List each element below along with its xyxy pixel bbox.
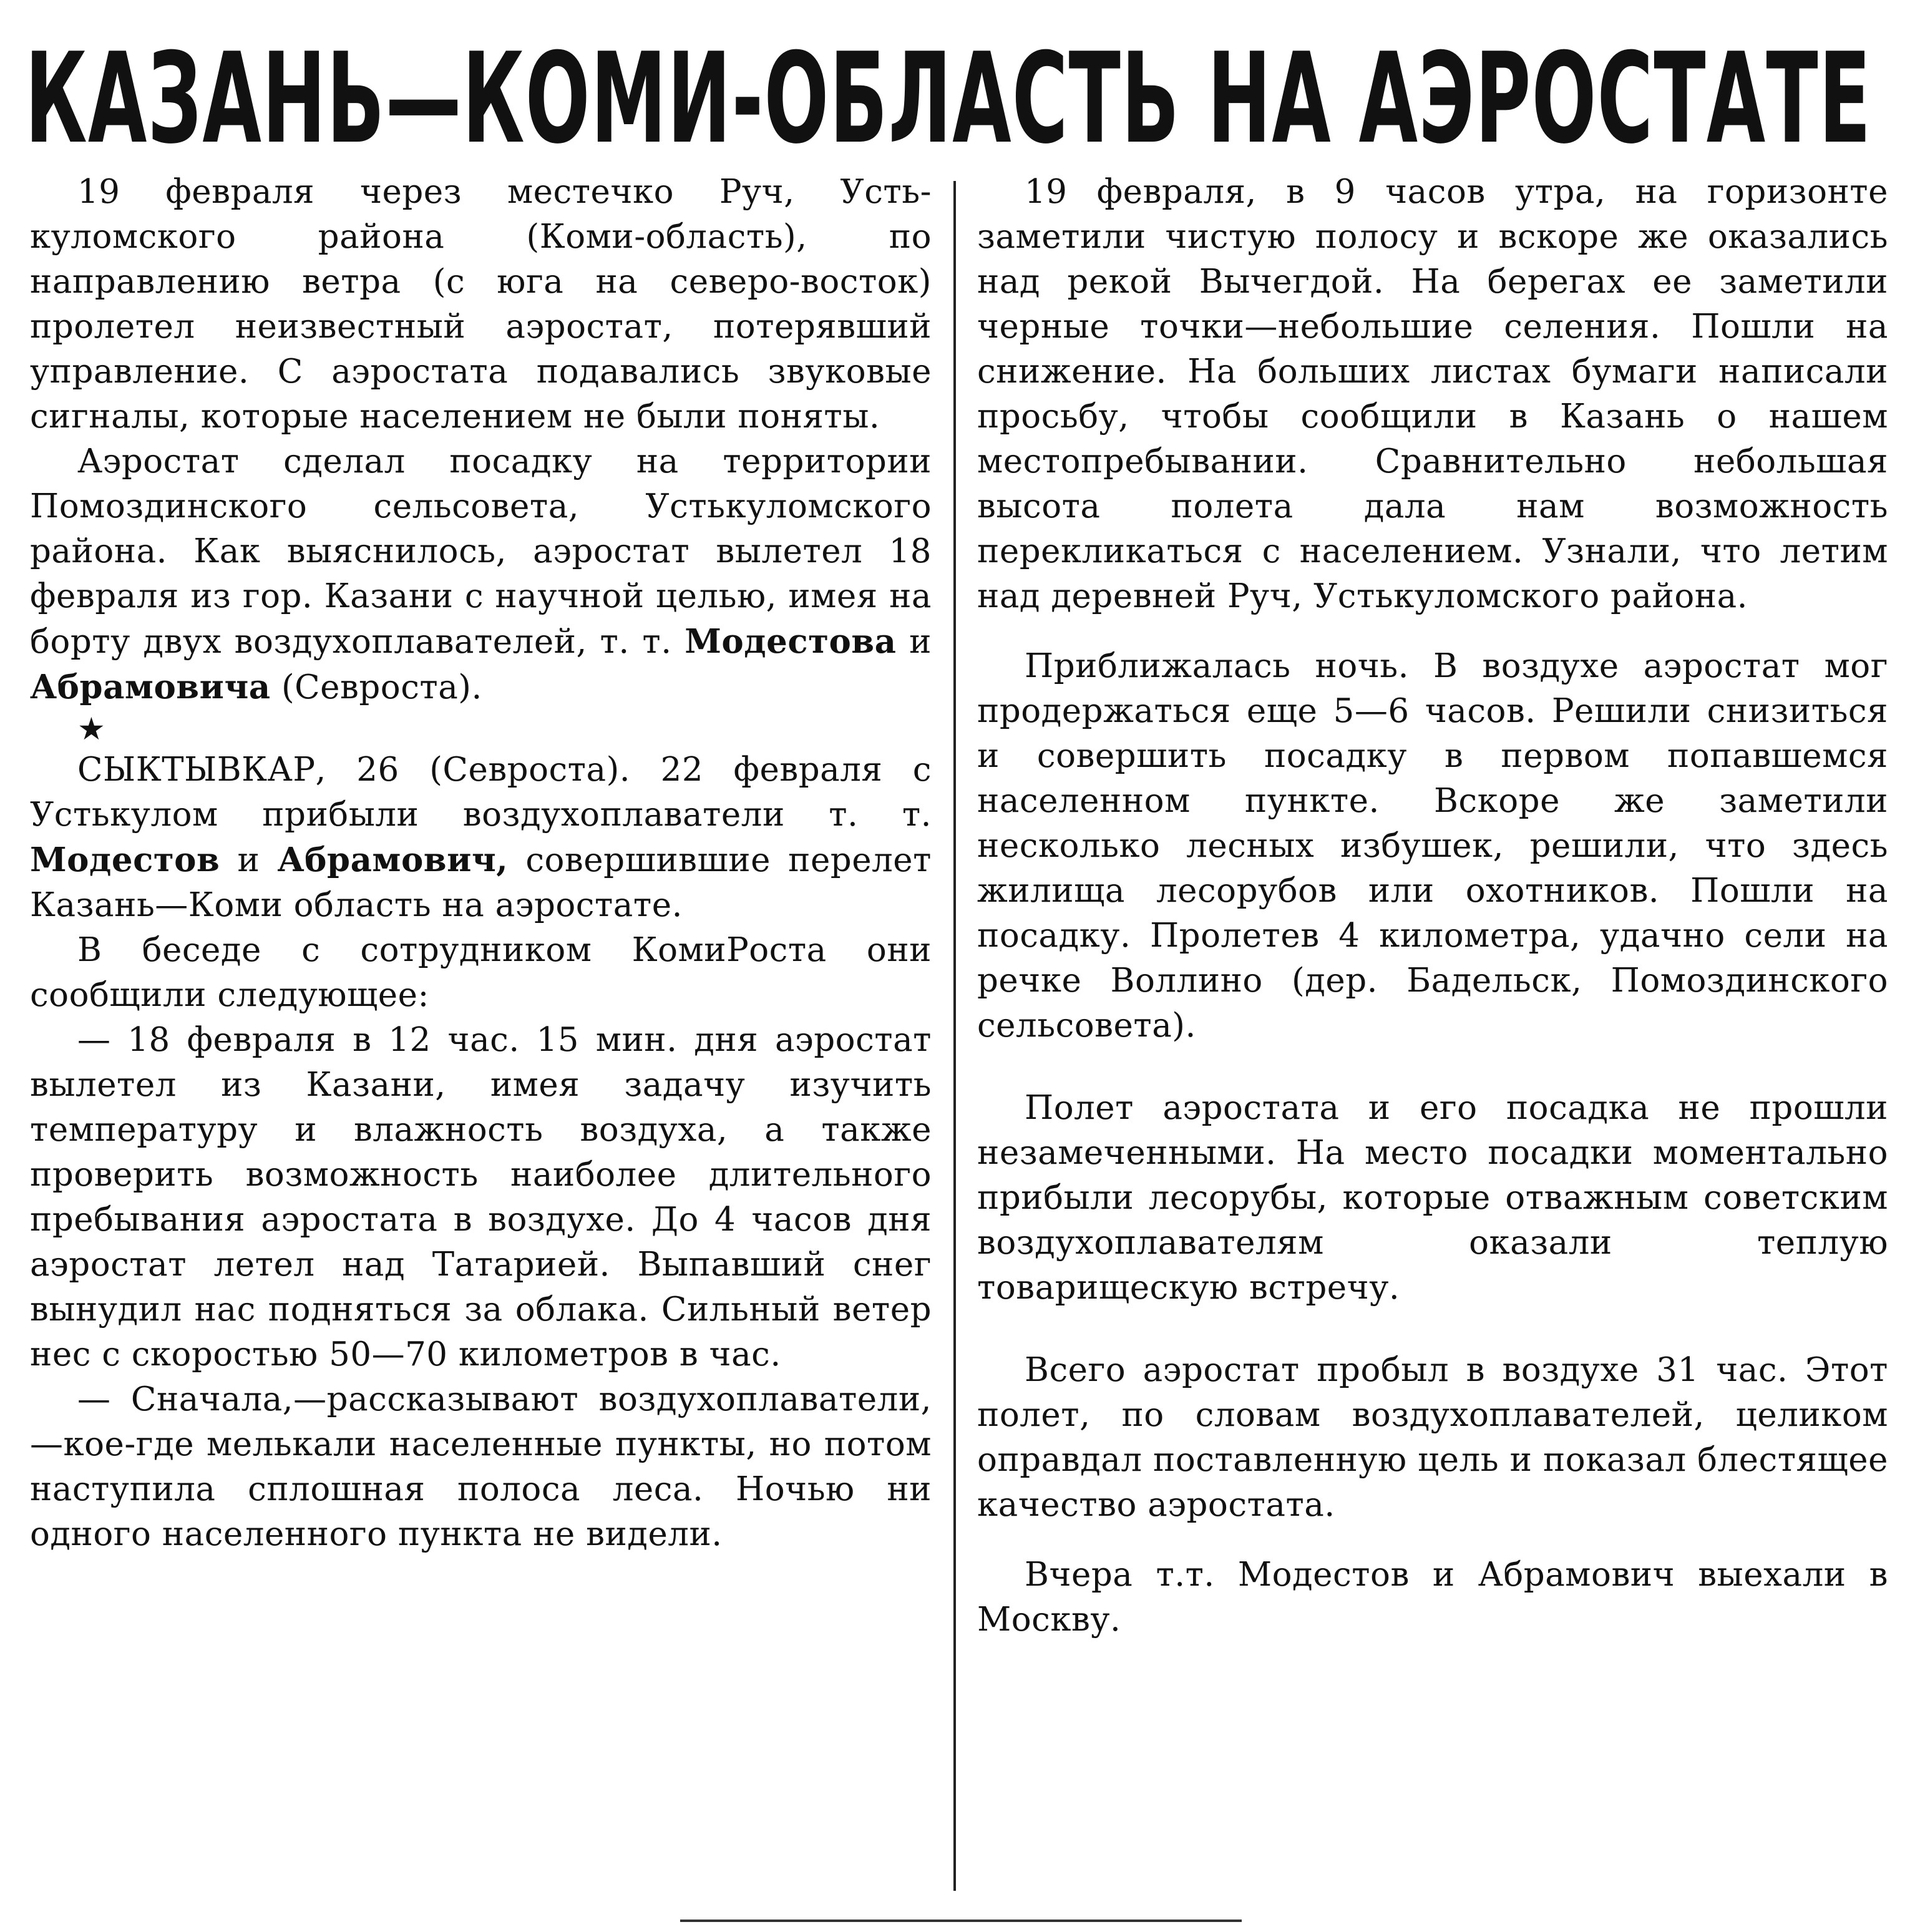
left-paragraph-5: — 18 февраля в 12 час. 15 мин. дня аэростат вылетел из Казани, имея задачу изучить температуру и влажность воздуха, а также проверить возможность наиболее длительного пребывания аэростата в воздухе. До 4 часов дня аэростат летел над Татарией. Выпавший снег вынудил нас подняться за облака. Сильный ветер нес с скоростью 50—70 километров в час.	[30, 1021, 932, 1373]
right-paragraph-5: Вчера т.т. Модестов и Абрамович выехали в Москву.	[977, 1556, 1888, 1639]
right-paragraph-1: 19 февраля, в 9 часов утра, на горизонте заметили чистую полосу и вскоре же оказались над рекой Вычегдой. На берегах ее заметили черные точки—небольшие селения. Пошли на снижение. На больших листах бумаги написали просьбу, чтобы сообщили в Казань о нашем местопребывании. Сравнительно небольшая высота полета дала нам возможность перекликаться с населением. Узнали, что летим над деревней Руч, Устькуломского района.	[977, 173, 1888, 615]
bottom-rule	[680, 1920, 1242, 1922]
right-paragraph-3: Полет аэростата и его посадка не прошли незамеченными. На место посадки моментально прибыли лесорубы, которые отважным советским воздухоплавателям оказали теплую товарищескую встречу.	[977, 1089, 1888, 1307]
left-paragraph-4: В беседе с сотрудником КомиРоста они сообщили следующее:	[30, 931, 932, 1014]
right-paragraph-2: Приближалась ночь. В воздухе аэростат мог продержаться еще 5—6 часов. Решили снизиться и совершить посадку в первом попавшемся населенном пункте. Вскоре же заметили несколько лесных избушек, решили, что здесь жилища лесорубов или охотников. Пошли на посадку. Пролетев 4 километра, удачно сели на речке Воллино (дер. Бадельск, Помоздинского сельсовета).	[977, 647, 1888, 1045]
left-paragraph-6: — Сначала,—рассказывают воздухоплаватели,—кое-где мелькали населенные пункты, но потом наступила сплошная полоса леса. Ночью ни одного населенного пункта не видели.	[30, 1380, 932, 1553]
right-column	[977, 170, 1888, 1642]
conjunction: и	[237, 841, 260, 879]
column-divider	[953, 181, 956, 1891]
paragraph-text: совершившие перелет Казань—Коми область на аэростате.	[30, 841, 932, 924]
left-paragraph-1: 19 февраля через местечко Руч, Усть-куломского района (Коми-область), по направлению ветра (с юга на северо-восток) пролетел неизвестный аэростат, потерявший управление. С аэростата подавались звуковые сигналы, которые населением не были поняты.	[30, 173, 932, 436]
left-column	[30, 170, 932, 1557]
star-separator-icon: ★	[77, 711, 106, 747]
paragraph-text: СЫКТЫВКАР, 26 (Севроста). 22 февраля с Устькулом прибыли воздухоплаватели т. т.	[30, 751, 932, 834]
left-paragraph-2	[30, 439, 932, 710]
paragraph-text: Аэростат сделал посадку на территории Помоздинского сельсовета, Устькуломского района. Как выяснилось, аэростат вылетел 18 февраля из гор. Казани с научной целью, имея на борту двух воздухоплавателей, т. т.	[30, 442, 932, 661]
name-modestov: Модестов	[30, 841, 220, 879]
left-paragraph-3	[30, 748, 932, 928]
headline: КАЗАНЬ—КОМИ-ОБЛАСТЬ НА АЭРОСТАТЕ	[25, 26, 1872, 172]
conjunction: и	[909, 623, 932, 661]
name-abramovich: Абрамович,	[277, 841, 509, 879]
paragraph-text: (Севроста).	[281, 668, 482, 706]
name-abramovich: Абрамовича	[30, 668, 271, 706]
right-paragraph-4: Всего аэростат пробыл в воздухе 31 час. Этот полет, по словам воздухоплавателей, целиком оправдал поставленную цель и показал блестящее качество аэростата.	[977, 1351, 1888, 1524]
name-modestov: Модестова	[685, 622, 897, 661]
